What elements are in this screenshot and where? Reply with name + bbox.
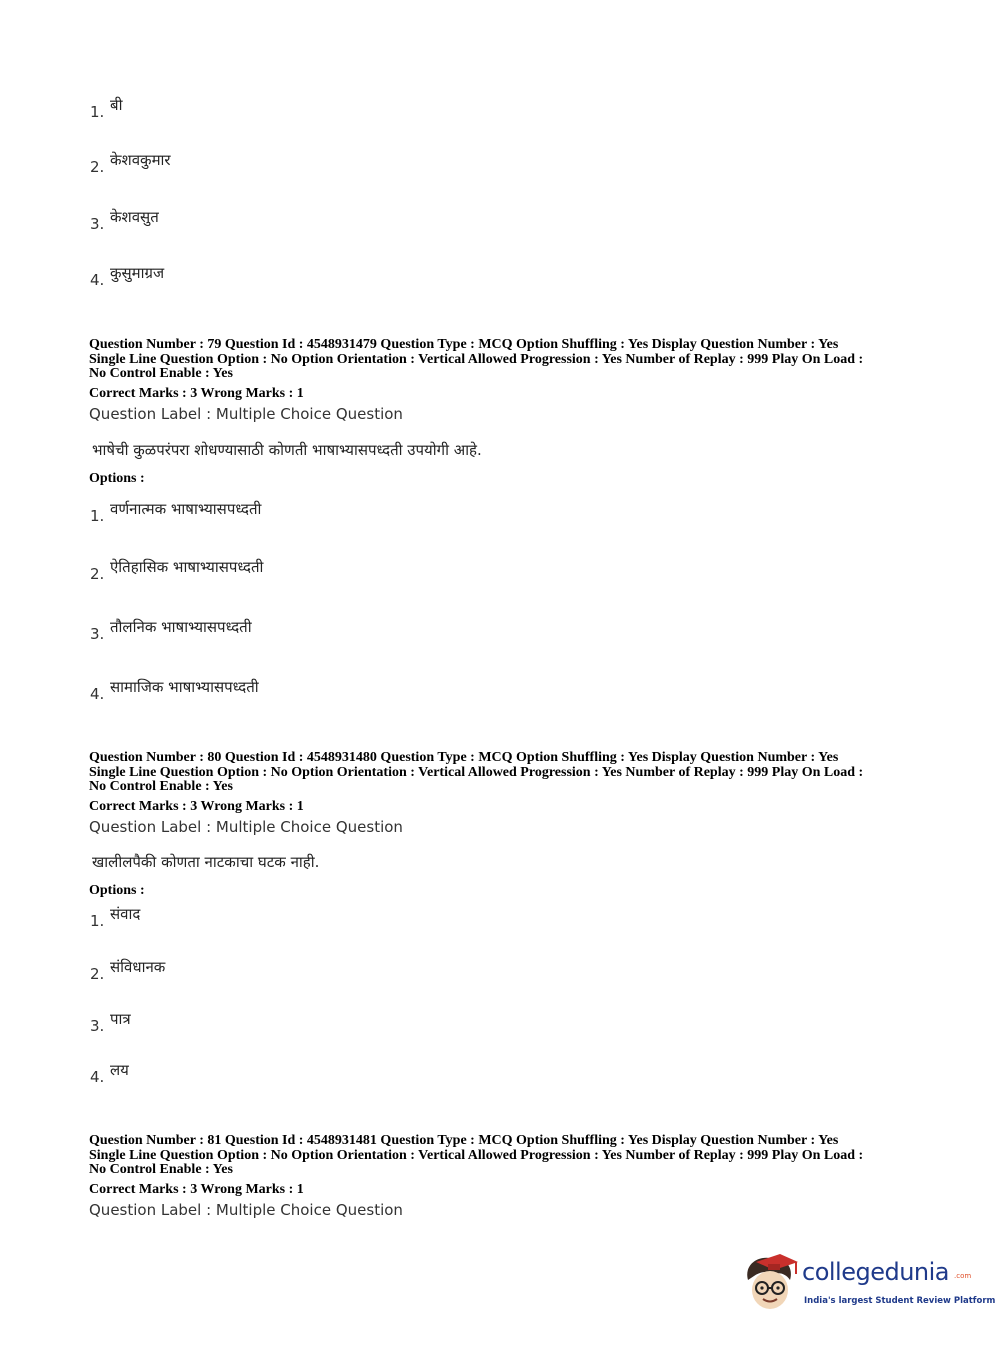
question-80-marks: Correct Marks : 3 Wrong Marks : 1 <box>89 799 304 814</box>
brand-suffix: .com <box>954 1272 972 1280</box>
meta-line: No Control Enable : Yes <box>89 366 233 381</box>
option-number: 2. <box>90 565 105 583</box>
meta-line: Question Number : 80 Question Id : 4548931480 Question Type : MCQ Option Shuffling : Yes Display Question Number : Yes <box>89 750 839 765</box>
option-number: 2. <box>90 965 105 983</box>
meta-line: Single Line Question Option : No Option Orientation : Vertical Allowed Progression : Yes Number of Replay : 999 Play On Load : <box>89 1147 864 1163</box>
meta-line: Question Number : 79 Question Id : 4548931479 Question Type : MCQ Option Shuffling : Yes Display Question Number : Yes <box>89 337 839 352</box>
question-80-text: खालीलपैकी कोणता नाटकाचा घटक नाही. <box>92 853 320 871</box>
option-text: तौलनिक भाषाभ्यासपध्दती <box>110 618 252 636</box>
option-number: 1. <box>90 912 105 930</box>
question-79-options-label: Options : <box>89 471 145 486</box>
option-text: पात्र <box>110 1010 131 1028</box>
meta-line: Question Number : 81 Question Id : 4548931481 Question Type : MCQ Option Shuffling : Yes Display Question Number : Yes <box>89 1133 839 1148</box>
brand-tagline: India's largest Student Review Platform <box>804 1296 996 1306</box>
meta-line: No Control Enable : Yes <box>89 779 233 794</box>
option-number: 2. <box>90 158 105 176</box>
brand-name: collegedunia <box>802 1258 950 1286</box>
option-text: सामाजिक भाषाभ्यासपध्दती <box>110 678 259 696</box>
option-number: 4. <box>90 271 105 289</box>
option-text: लय <box>110 1061 129 1079</box>
option-text: वर्णनात्मक भाषाभ्यासपध्दती <box>110 500 262 518</box>
option-text: संवाद <box>110 905 141 923</box>
option-number: 3. <box>90 215 105 233</box>
question-80-label: Question Label : Multiple Choice Question <box>89 818 403 836</box>
mascot-icon <box>740 1252 800 1314</box>
question-79-label: Question Label : Multiple Choice Question <box>89 405 403 423</box>
option-text: केशवसुत <box>110 208 159 226</box>
question-81-meta <box>89 1134 919 1178</box>
question-81-label: Question Label : Multiple Choice Question <box>89 1201 403 1219</box>
question-81-marks: Correct Marks : 3 Wrong Marks : 1 <box>89 1182 304 1197</box>
option-text: कुसुमाग्रज <box>110 264 165 282</box>
question-79-meta <box>89 338 919 382</box>
question-79-marks: Correct Marks : 3 Wrong Marks : 1 <box>89 386 304 401</box>
collegedunia-logo <box>740 1250 996 1320</box>
option-text: ऐतिहासिक भाषाभ्यासपध्दती <box>110 558 264 576</box>
question-79-text: भाषेची कुळपरंपरा शोधण्यासाठी कोणती भाषाभ्यासपध्दती उपयोगी आहे. <box>92 441 482 459</box>
option-number: 4. <box>90 685 105 703</box>
meta-line: Single Line Question Option : No Option Orientation : Vertical Allowed Progression : Yes Number of Replay : 999 Play On Load : <box>89 764 864 780</box>
option-number: 3. <box>90 625 105 643</box>
meta-line: Single Line Question Option : No Option Orientation : Vertical Allowed Progression : Yes Number of Replay : 999 Play On Load : <box>89 351 864 367</box>
option-text: केशवकुमार <box>110 151 171 169</box>
question-80-options-label: Options : <box>89 883 145 898</box>
option-number: 1. <box>90 507 105 525</box>
option-number: 3. <box>90 1017 105 1035</box>
question-80-meta <box>89 751 919 795</box>
option-number: 1. <box>90 103 105 121</box>
option-text: संविधानक <box>110 958 166 976</box>
option-number: 4. <box>90 1068 105 1086</box>
option-text: बी <box>110 96 123 114</box>
meta-line: No Control Enable : Yes <box>89 1162 233 1177</box>
